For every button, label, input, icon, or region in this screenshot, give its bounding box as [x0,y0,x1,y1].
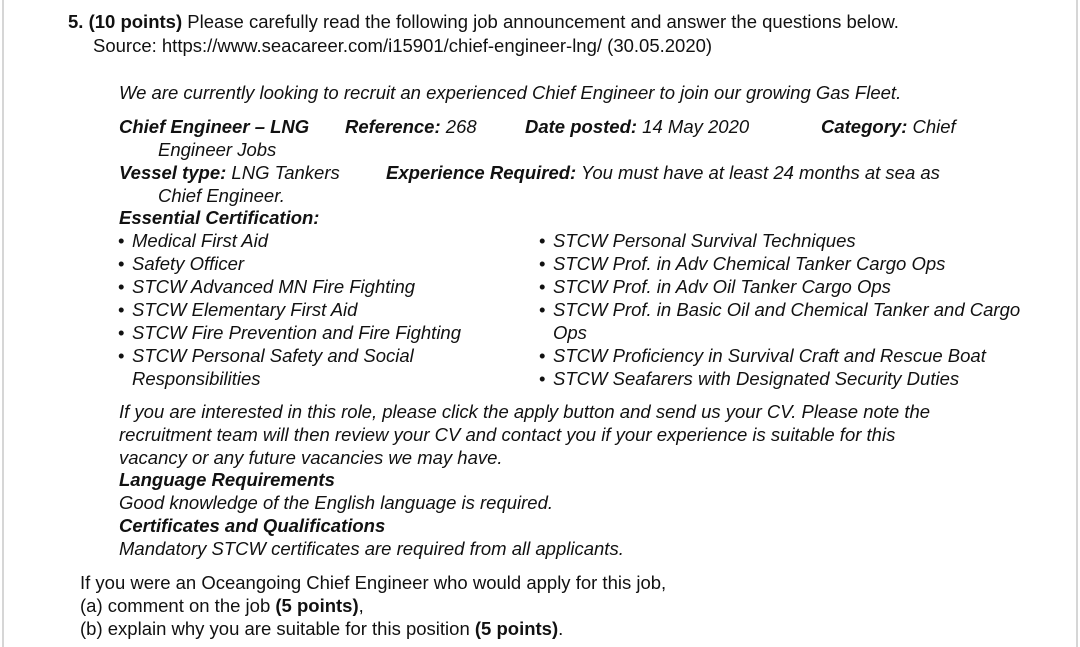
apply-text-1: If you are interested in this role, please click the apply button and send us your CV. Please note the [119,401,931,422]
certificates-heading: Certificates and Qualifications [119,515,386,536]
page-border-right [1076,0,1078,647]
vessel-type [119,161,340,184]
certificates-text: Mandatory STCW certificates are required from all applicants. [119,538,624,559]
question-source: Source: https://www.seacareer.com/i15901/chief-engineer-lng/ (30.05.2020) [93,35,713,56]
list-item: • STCW Seafarers with Designated Security Duties [539,368,960,389]
list-item: • STCW Advanced MN Fire Fighting [118,276,416,297]
job-title-text: Chief Engineer – LNG [119,116,310,137]
language-heading: Language Requirements [119,469,335,490]
list-item: • STCW Prof. in Adv Chemical Tanker Cargo Ops [539,253,946,274]
list-item-cont: Responsibilities [132,368,261,389]
list-item: • STCW Prof. in Adv Oil Tanker Cargo Ops [539,276,891,297]
language-text: Good knowledge of the English language is required. [119,492,554,513]
date-label: Date posted: [525,116,638,137]
vessel-label: Vessel type: [119,162,227,183]
job-title [119,115,309,138]
task-b-text: (b) explain why you are suitable for this position [80,618,475,639]
list-item: • STCW Personal Safety and Social [118,345,414,366]
reference-label: Reference: [345,116,441,137]
task-a-text: (a) comment on the job [80,595,276,616]
category-value-cont: Engineer Jobs [158,139,277,160]
task-b-end: . [558,618,564,639]
task-a [80,594,364,617]
job-category [821,115,956,138]
page-border-left [2,0,4,647]
category-value: Chief [907,116,956,137]
list-item: • STCW Fire Prevention and Fire Fighting [118,322,462,343]
list-item: • Medical First Aid [118,230,269,251]
task-prompt: If you were an Oceangoing Chief Engineer who would apply for this job, [80,572,667,593]
experience-label: Experience Required: [386,162,577,183]
task-b [80,617,563,640]
list-item: • STCW Prof. in Basic Oil and Chemical Tanker and Cargo [539,299,1021,320]
task-a-end: , [358,595,364,616]
cert-heading: Essential Certification: [119,207,320,228]
list-item: • STCW Personal Survival Techniques [539,230,856,251]
list-item-cont: Ops [553,322,587,343]
question-number: 5. [68,11,84,32]
certs-right-list [539,229,1020,390]
list-item: • Safety Officer [118,253,245,274]
experience-value: You must have at least 24 months at sea as [576,162,940,183]
apply-text-3: vacancy or any future vacancies we may have. [119,447,503,468]
reference-value: 268 [440,116,477,137]
vessel-value: LNG Tankers [226,162,340,183]
date-value: 14 May 2020 [637,116,750,137]
question-instruction: Please carefully read the following job announcement and answer the questions below. [182,11,899,32]
experience-value-cont: Chief Engineer. [158,185,285,206]
experience-required [386,161,940,184]
category-label: Category: [821,116,908,137]
job-reference [345,115,477,138]
list-item: • STCW Proficiency in Survival Craft and Rescue Boat [539,345,986,366]
task-a-points: (5 points) [275,595,359,616]
question-header [68,10,899,33]
question-points: (10 points) [88,11,183,32]
apply-text-2: recruitment team will then review your CV and contact you if your experience is suitable for this [119,424,896,445]
announcement-intro: We are currently looking to recruit an experienced Chief Engineer to join our growing Gas Fleet. [119,82,902,103]
task-b-points: (5 points) [474,618,559,639]
list-item: • STCW Elementary First Aid [118,299,358,320]
job-date [525,115,749,138]
certs-left-list [118,229,461,390]
